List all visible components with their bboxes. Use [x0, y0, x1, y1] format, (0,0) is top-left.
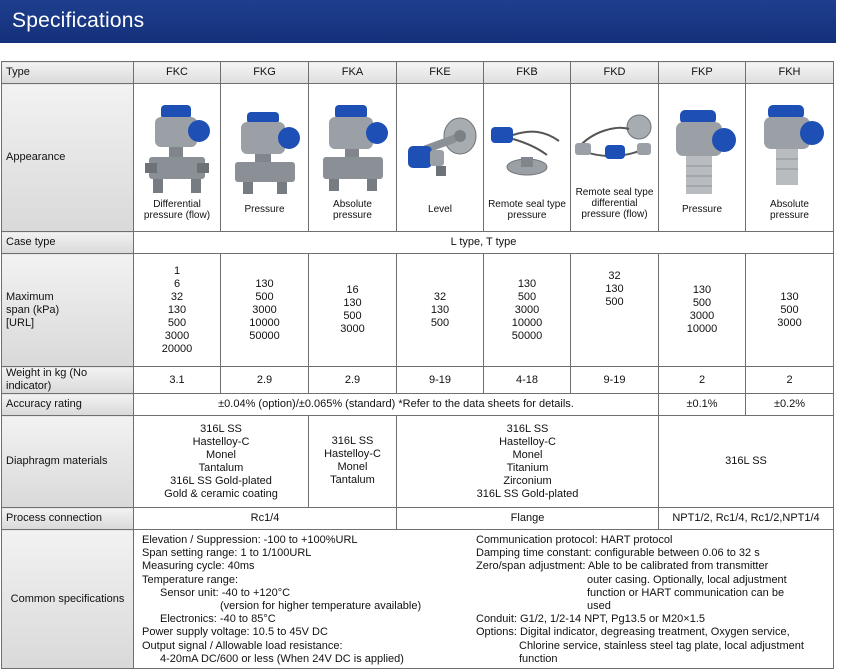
weight-fkc: 3.1 — [134, 367, 221, 394]
caption-fkp: Pressure — [681, 204, 722, 215]
weight-fkg: 2.9 — [221, 367, 309, 394]
appearance-fkg — [221, 84, 309, 232]
accuracy-row — [2, 394, 834, 416]
caption-fkd: Remote seal type differential pressure (flow) — [575, 187, 654, 220]
appearance-fkb — [484, 84, 571, 232]
specifications-table — [1, 61, 834, 669]
spec-options-2: Chlorine service, stainless steel tag plate, local adjustment — [519, 639, 804, 652]
max-span-fkc: 1 6 32 130 500 3000 20000 — [134, 254, 221, 367]
spec-electronics: Electronics: -40 to 85°C — [160, 613, 276, 626]
accuracy-fkh: ±0.2% — [746, 394, 834, 416]
spec-power-supply: Power supply voltage: 10.5 to 45V DC — [142, 626, 328, 639]
appearance-fkp — [659, 84, 746, 232]
process-connection-label: Process connection — [2, 508, 134, 530]
weight-fke: 9-19 — [397, 367, 484, 394]
caption-fkc: Differential pressure (flow) — [143, 198, 211, 221]
common-left-column — [142, 534, 421, 666]
process-fkp-fkh: NPT1/2, Rc1/4, Rc1/2,NPT1/4 — [659, 508, 834, 530]
specifications-banner — [0, 0, 836, 43]
model-fke: FKE — [397, 62, 484, 84]
weight-fka: 2.9 — [309, 367, 397, 394]
spec-zero-span-3: function or HART communication can be — [587, 586, 785, 599]
spec-conduit: Conduit: G1/2, 1/2-14 NPT, Pg13.5 or M20×1.5 — [476, 613, 705, 626]
max-span-fkg: 130 500 3000 10000 50000 — [221, 254, 309, 367]
weight-fkh: 2 — [746, 367, 834, 394]
common-specifications-cell — [134, 530, 834, 669]
max-span-fkh: 130 500 3000 — [746, 254, 834, 367]
max-span-fke: 32 130 500 — [397, 254, 484, 367]
page-title: Specifications — [12, 9, 145, 32]
case-type-row — [2, 232, 834, 254]
caption-fkg: Pressure — [244, 204, 285, 215]
accuracy-fkp: ±0.1% — [659, 394, 746, 416]
diaphragm-fke-fkd: 316L SS Hastelloy-C Monel Titanium Zirconium 316L SS Gold-plated — [397, 416, 659, 508]
appearance-fkc — [134, 84, 221, 232]
spec-measuring-cycle: Measuring cycle: 40ms — [142, 560, 255, 573]
max-span-fkb: 130 500 3000 10000 50000 — [484, 254, 571, 367]
weight-fkp: 2 — [659, 367, 746, 394]
model-fka: FKA — [309, 62, 397, 84]
max-span-label: Maximum span (kPa) [URL] — [2, 254, 134, 367]
spec-elevation: Elevation / Suppression: -100 to +100%URL — [142, 534, 358, 546]
appearance-fkd — [571, 84, 659, 232]
weight-fkb: 4-18 — [484, 367, 571, 394]
max-span-row — [2, 254, 834, 367]
common-specifications-label: Common specifications — [2, 530, 134, 669]
level-transmitter-icon — [400, 106, 480, 202]
spec-zero-span-4: used — [587, 600, 611, 613]
diaphragm-fkp-fkh: 316L SS — [659, 416, 834, 508]
diaphragm-row — [2, 416, 834, 508]
spec-output-value: 4-20mA DC/600 or less (When 24V DC is applied) — [160, 652, 404, 665]
caption-fkh: Absolute pressure — [770, 198, 809, 221]
model-fkp: FKP — [659, 62, 746, 84]
remote-seal-differential-icon — [573, 101, 657, 185]
process-fke-fkd: Flange — [397, 508, 659, 530]
accuracy-label: Accuracy rating — [2, 394, 134, 416]
spec-options: Options: Digital indicator, degreasing treatment, Oxygen service, — [476, 626, 790, 639]
model-fkg: FKG — [221, 62, 309, 84]
max-span-fkd: 32 130 500 — [571, 254, 659, 367]
caption-fke: Level — [428, 204, 452, 215]
weight-label: Weight in kg (No indicator) — [2, 367, 134, 394]
spec-damping: Damping time constant: configurable between 0.06 to 32 s — [476, 547, 760, 560]
process-fkc-fka: Rc1/4 — [134, 508, 397, 530]
model-fkd: FKD — [571, 62, 659, 84]
max-span-fkp: 130 500 3000 10000 — [659, 254, 746, 367]
caption-fka: Absolute pressure — [333, 198, 372, 221]
case-type-value: L type, T type — [134, 232, 834, 254]
differential-transmitter-icon — [141, 101, 213, 197]
spec-sensor-unit: Sensor unit: -40 to +120°C — [160, 586, 291, 599]
appearance-fke — [397, 84, 484, 232]
appearance-row — [2, 84, 834, 232]
spec-temperature-range: Temperature range: — [142, 573, 238, 586]
model-fkb: FKB — [484, 62, 571, 84]
weight-fkd: 9-19 — [571, 367, 659, 394]
common-right-column — [476, 534, 804, 666]
spec-options-3: function — [519, 652, 558, 665]
pressure-transmitter-icon — [229, 106, 301, 202]
caption-fkb: Remote seal type pressure — [488, 198, 566, 221]
absolute-gauge-transmitter-icon — [754, 101, 826, 197]
remote-seal-transmitter-icon — [487, 101, 567, 197]
diaphragm-fka: 316L SS Hastelloy-C Monel Tantalum — [309, 416, 397, 508]
process-connection-row — [2, 508, 834, 530]
spec-communication-protocol: Communication protocol: HART protocol — [476, 534, 673, 546]
spec-zero-span: Zero/span adjustment: Able to be calibrated from transmitter — [476, 560, 769, 573]
absolute-transmitter-icon — [317, 101, 389, 197]
spec-output-signal: Output signal / Allowable load resistance: — [142, 639, 343, 652]
case-type-label: Case type — [2, 232, 134, 254]
spec-span-setting: Span setting range: 1 to 1/100URL — [142, 547, 312, 560]
appearance-label: Appearance — [2, 84, 134, 232]
gauge-pressure-transmitter-icon — [666, 106, 738, 202]
spec-zero-span-2: outer casing. Optionally, local adjustment — [587, 573, 787, 586]
diaphragm-fkc-fkg: 316L SS Hastelloy-C Monel Tantalum 316L SS Gold-plated Gold & ceramic coating — [134, 416, 309, 508]
type-header: Type — [2, 62, 134, 84]
weight-row — [2, 367, 834, 394]
common-specifications-row — [2, 530, 834, 669]
max-span-fka: 16 130 500 3000 — [309, 254, 397, 367]
appearance-fkh — [746, 84, 834, 232]
accuracy-main: ±0.04% (option)/±0.065% (standard) *Refer to the data sheets for details. — [134, 394, 659, 416]
spec-higher-temp-note: (version for higher temperature available) — [220, 600, 422, 613]
model-fkc: FKC — [134, 62, 221, 84]
type-row — [2, 62, 834, 84]
model-fkh: FKH — [746, 62, 834, 84]
appearance-fka — [309, 84, 397, 232]
diaphragm-label: Diaphragm materials — [2, 416, 134, 508]
